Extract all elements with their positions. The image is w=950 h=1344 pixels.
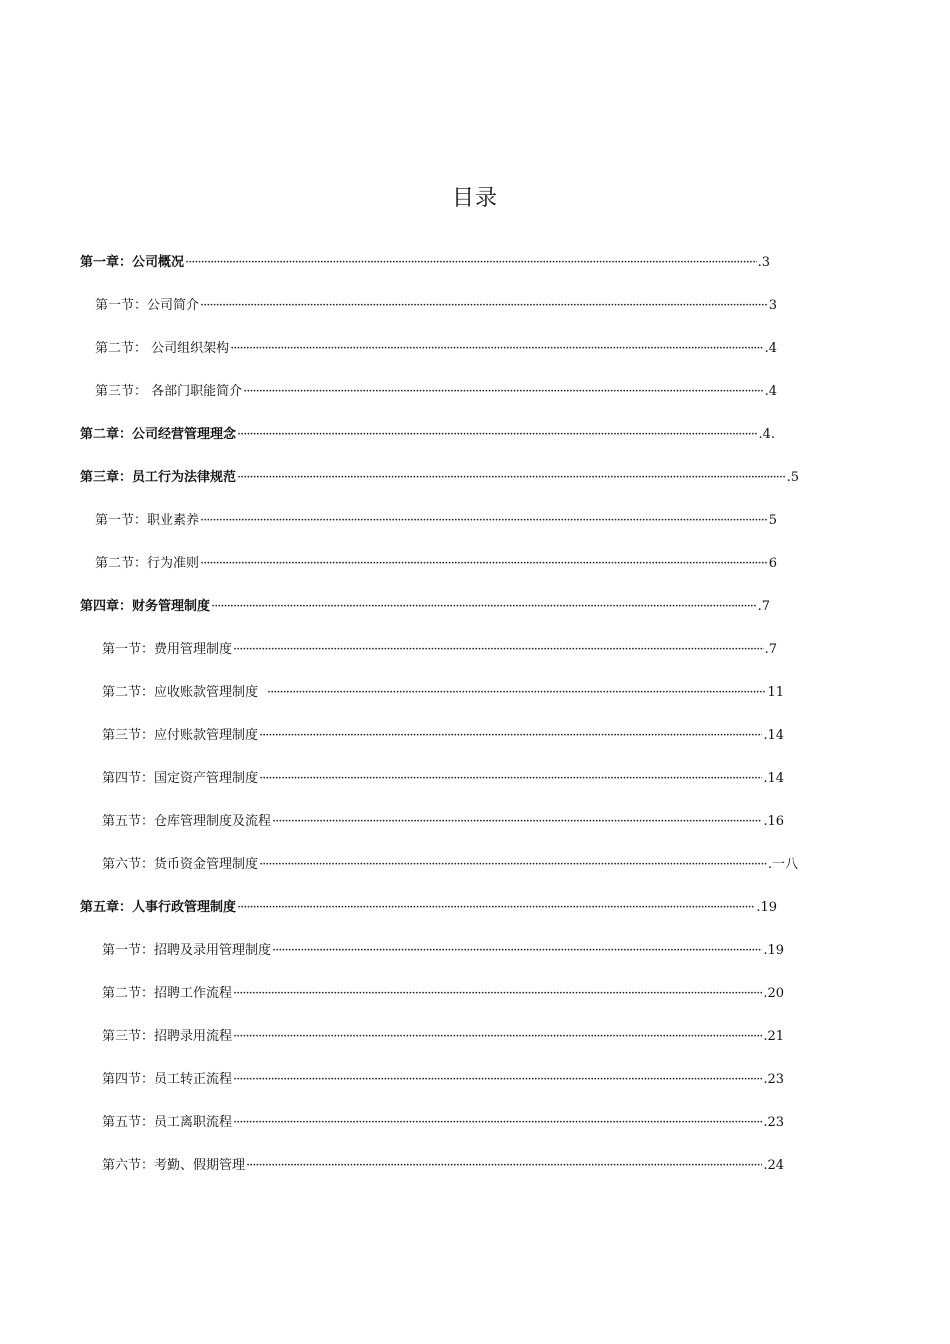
toc-entry-label: 第五节：员工离职流程	[102, 1115, 233, 1130]
toc-entry[interactable]	[102, 810, 784, 830]
toc-entry[interactable]	[102, 982, 784, 1002]
toc-entry-label: 第一章：公司概况	[80, 255, 185, 270]
toc-entry-label: 第二节：行为准则	[95, 556, 200, 571]
toc-entry[interactable]	[80, 896, 777, 916]
toc-entry-label: 第一节：招聘及录用管理制度	[102, 943, 272, 958]
dot-leader	[237, 470, 786, 486]
dot-leader	[259, 771, 762, 787]
dot-leader	[237, 900, 755, 916]
toc-entry-label: 第二章：公司经营管理理念	[80, 427, 237, 442]
dot-leader	[233, 986, 762, 1002]
toc-entry-page: .14	[763, 728, 784, 743]
dot-leader	[211, 599, 757, 615]
toc-entry[interactable]	[80, 595, 770, 615]
toc-entry-page: .16	[763, 814, 784, 829]
toc-entry[interactable]	[102, 1025, 784, 1045]
toc-title: 目录	[451, 185, 498, 211]
toc-entry-label: 第六节：货币资金管理制度	[102, 857, 259, 872]
toc-entry-label: 第五章：人事行政管理制度	[80, 900, 237, 915]
dot-leader	[272, 943, 762, 959]
toc-entry-label: 第三节： 各部门职能简介	[95, 384, 243, 399]
toc-entry[interactable]	[95, 380, 777, 400]
toc-entry[interactable]	[95, 294, 777, 314]
toc-entry-page: .4	[764, 384, 777, 399]
toc-entry-page: .19	[763, 943, 784, 958]
toc-entry-page: .一八	[767, 857, 798, 872]
toc-entry-page: .7	[757, 599, 770, 614]
toc-entry-label: 第四节：国定资产管理制度	[102, 771, 259, 786]
toc-entry-page: .24	[763, 1158, 784, 1173]
toc-entry-label: 第一节：费用管理制度	[102, 642, 233, 657]
toc-entry-label: 第一节：公司简介	[95, 298, 200, 313]
dot-leader	[200, 556, 768, 572]
toc-entry-page: 11	[767, 685, 784, 700]
toc-entry-page: .19	[756, 900, 777, 915]
toc-entry-page: .3	[757, 255, 770, 270]
toc-entry-page: 6	[768, 556, 777, 571]
toc-entry[interactable]	[80, 466, 799, 486]
toc-entry[interactable]	[102, 1111, 784, 1131]
dot-leader	[233, 1029, 762, 1045]
dot-leader	[233, 642, 764, 658]
toc-entry[interactable]	[102, 853, 798, 873]
dot-leader	[259, 728, 762, 744]
toc-entry-label: 第四章：财务管理制度	[80, 599, 211, 614]
toc-entry-page: .14	[763, 771, 784, 786]
toc-entry-label: 第四节：员工转正流程	[102, 1072, 233, 1087]
dot-leader	[243, 384, 763, 400]
dot-leader	[267, 685, 766, 701]
toc-entry[interactable]	[102, 1154, 784, 1174]
toc-entry-page: .20	[763, 986, 784, 1001]
toc-entry-page: 5	[768, 513, 777, 528]
dot-leader	[200, 298, 768, 314]
dot-leader	[246, 1158, 762, 1174]
toc-entry[interactable]	[102, 681, 784, 701]
toc-entry-page: .4	[764, 341, 777, 356]
dot-leader	[259, 857, 767, 873]
toc-entry[interactable]	[102, 638, 777, 658]
toc-entry[interactable]	[95, 337, 777, 357]
dot-leader	[237, 427, 757, 443]
toc-entry[interactable]	[80, 251, 770, 271]
toc-entry[interactable]	[95, 509, 777, 529]
toc-entry[interactable]	[102, 1068, 784, 1088]
toc-entry-label: 第五节：仓库管理制度及流程	[102, 814, 272, 829]
toc-entry-page: .23	[763, 1072, 784, 1087]
toc-entry-label: 第三节：招聘录用流程	[102, 1029, 233, 1044]
dot-leader	[233, 1115, 762, 1131]
dot-leader	[200, 513, 768, 529]
toc-entry-label: 第六节：考勤、假期管理	[102, 1158, 246, 1173]
toc-entry-label: 第三章：员工行为法律规范	[80, 470, 237, 485]
toc-entry-label: 第二节：应收账款管理制度	[102, 685, 259, 700]
toc-entry-page: .21	[763, 1029, 784, 1044]
toc-entry[interactable]	[80, 423, 775, 443]
dot-leader	[230, 341, 763, 357]
toc-entry-page: .7	[764, 642, 777, 657]
toc-entry-label: 第一节：职业素养	[95, 513, 200, 528]
dot-leader	[233, 1072, 762, 1088]
toc-entry-page: .5	[786, 470, 799, 485]
toc-entry[interactable]	[102, 767, 784, 787]
toc-entry[interactable]	[102, 939, 784, 959]
toc-entry-label: 第三节：应付账款管理制度	[102, 728, 259, 743]
toc-entry-page: 3	[768, 298, 777, 313]
toc-entry[interactable]	[95, 552, 777, 572]
toc-entry-page: .4.	[758, 427, 775, 442]
toc-entry-label: 第二节： 公司组织架构	[95, 341, 230, 356]
dot-leader	[272, 814, 762, 830]
toc-entry[interactable]	[102, 724, 784, 744]
toc-entry-label: 第二节：招聘工作流程	[102, 986, 233, 1001]
toc-entry-page: .23	[763, 1115, 784, 1130]
dot-leader	[185, 255, 757, 271]
